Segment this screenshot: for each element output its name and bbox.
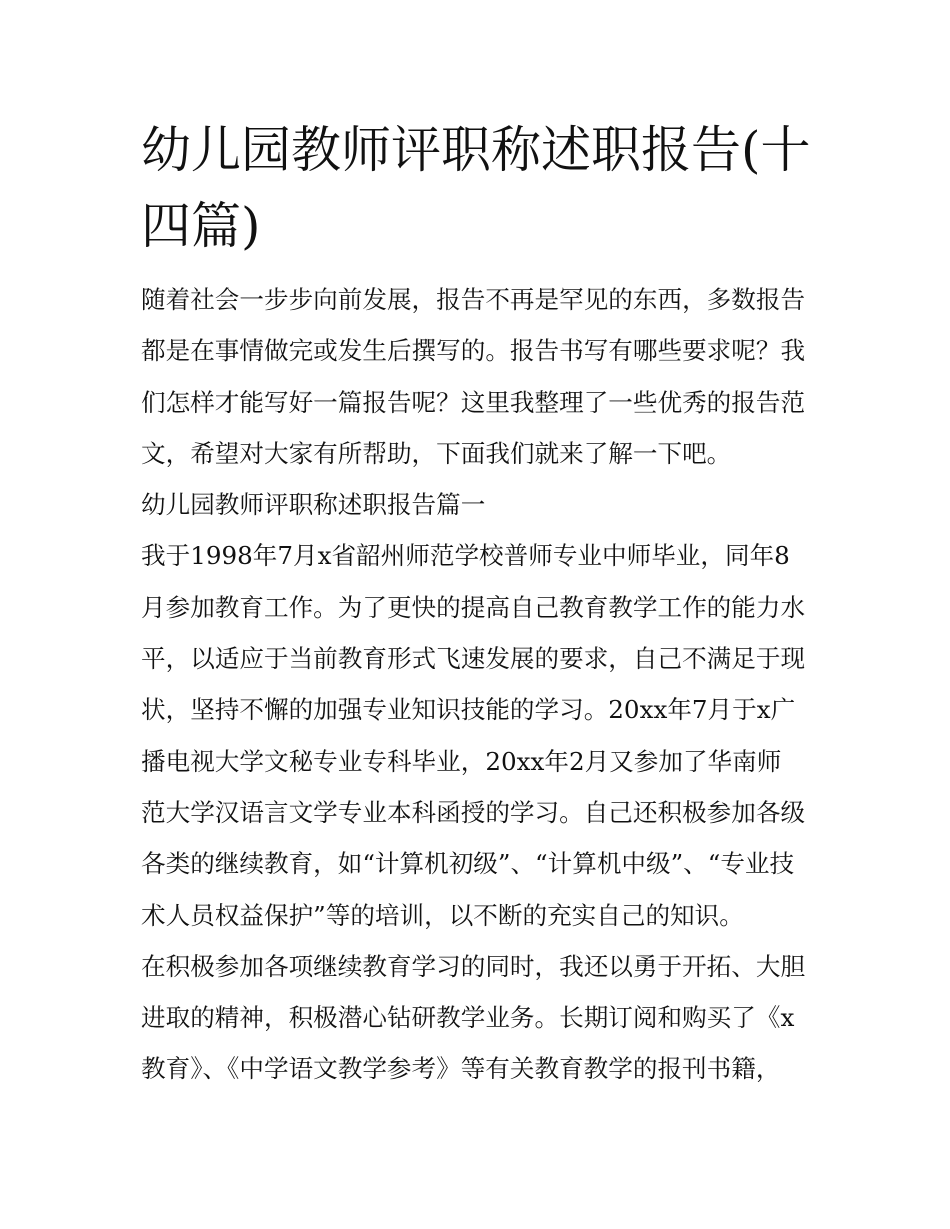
text-line: 们怎样才能写好一篇报告呢？这里我整理了一些优秀的报告范 [141, 387, 806, 417]
document-title [141, 112, 811, 264]
text-line: 范大学汉语言文学专业本科函授的学习。自己还积极参加各级 [141, 797, 806, 827]
paragraph-2 [141, 941, 821, 1095]
text-line: 进取的精神，积极潜心钻研教学业务。长期订阅和购买了《x [141, 1003, 795, 1033]
title-line: 四篇) [141, 197, 261, 255]
title-line: 幼儿园教师评职称述职报告(十 [141, 121, 811, 179]
text-line: 我于1998年7月x省韶州师范学校普师专业中师毕业，同年8 [141, 541, 790, 571]
text-line: 在积极参加各项继续教育学习的同时，我还以勇于开拓、大胆 [141, 951, 806, 981]
text-line: 状，坚持不懈的加强专业知识技能的学习。20xx年7月于x广 [141, 695, 796, 725]
text-line: 教育》、《中学语文教学参考》等有关教育教学的报刊书籍， [141, 1054, 781, 1084]
text-line: 各类的继续教育，如“计算机初级”、“计算机中级”、“专业技 [141, 849, 795, 879]
text-line: 月参加教育工作。为了更快的提高自己教育教学工作的能力水 [141, 592, 806, 622]
intro-paragraph [141, 274, 821, 479]
text-line: 播电视大学文秘专业专科毕业，20xx年2月又参加了华南师 [141, 746, 782, 776]
text-line: 都是在事情做完或发生后撰写的。报告书写有哪些要求呢？我 [141, 336, 806, 366]
document-body [141, 274, 821, 1095]
section-heading: 幼儿园教师评职称述职报告篇一 [141, 490, 486, 520]
paragraph-1 [141, 530, 821, 940]
text-line: 文，希望对大家有所帮助，下面我们就来了解一下吧。 [141, 438, 732, 468]
text-line: 平，以适应于当前教育形式飞速发展的要求，自己不满足于现 [141, 644, 806, 674]
text-line: 随着社会一步步向前发展，报告不再是罕见的东西，多数报告 [141, 285, 806, 314]
text-line: 术人员权益保护”等的培训，以不断的充实自己的知识。 [141, 900, 744, 930]
